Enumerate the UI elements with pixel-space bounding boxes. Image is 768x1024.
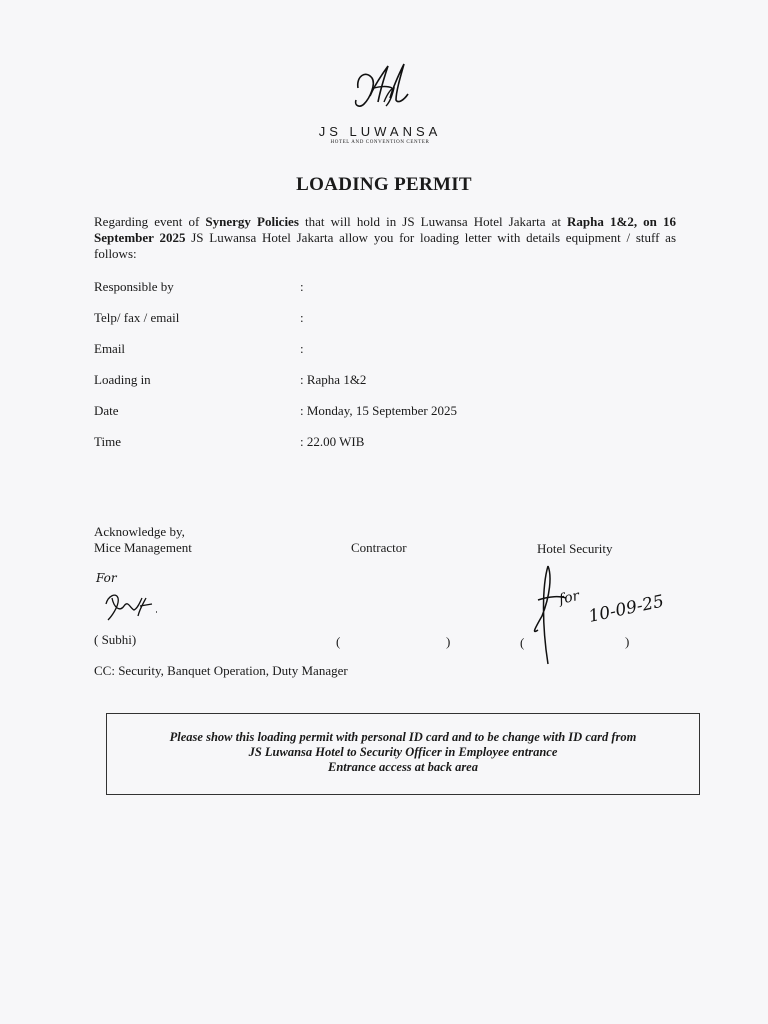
security-open-paren: ( bbox=[520, 635, 525, 650]
field-label: Loading in bbox=[94, 372, 151, 387]
cc-line: CC: Security, Banquet Operation, Duty Manager bbox=[94, 663, 348, 678]
hotel-security-label: Hotel Security bbox=[537, 541, 613, 556]
handwritten-for-2: for bbox=[557, 588, 581, 608]
mice-signature bbox=[94, 568, 174, 628]
security-signature bbox=[520, 556, 688, 668]
security-close-paren: ) bbox=[625, 634, 630, 649]
monogram-logo-icon bbox=[340, 58, 420, 120]
handwritten-date: 10-09-25 bbox=[586, 591, 666, 627]
contractor-open-paren: ( bbox=[336, 634, 341, 649]
field-value: : Rapha 1&2 bbox=[300, 372, 367, 387]
acknowledge-block bbox=[94, 524, 192, 556]
logo-subtitle: HOTEL AND CONVENTION CENTER bbox=[330, 140, 430, 145]
notice-line-1: Please show this loading permit with personal ID card and to be change with ID card from bbox=[169, 730, 637, 744]
document-title: LOADING PERMIT bbox=[296, 174, 472, 195]
acknowledge-label: Acknowledge by, bbox=[94, 524, 185, 539]
field-value: : 22.00 WIB bbox=[300, 434, 365, 449]
mice-signer-name: ( Subhi) bbox=[94, 632, 137, 647]
contractor-label: Contractor bbox=[351, 540, 407, 555]
field-label: Telp/ fax / email bbox=[94, 310, 180, 325]
intro-text-1: Regarding event of bbox=[94, 214, 206, 229]
contractor-close-paren: ) bbox=[446, 634, 451, 649]
logo-name: JS LUWANSA bbox=[318, 124, 442, 139]
handwritten-for-1: For bbox=[96, 571, 117, 585]
intro-text-3: JS Luwansa Hotel Jakarta allow you for loading letter with details equipment / stuff as follows: bbox=[94, 230, 676, 261]
field-label: Time bbox=[94, 434, 121, 449]
intro-paragraph bbox=[94, 214, 676, 262]
field-value: : Monday, 15 September 2025 bbox=[300, 403, 457, 418]
venue-date: Rapha 1&2, on 16 September 2025 bbox=[94, 214, 676, 245]
field-value: : bbox=[300, 310, 304, 325]
mice-management-label: Mice Management bbox=[94, 540, 192, 555]
field-label: Date bbox=[94, 403, 119, 418]
field-value: : bbox=[300, 279, 304, 294]
intro-text-2: that will hold in JS Luwansa Hotel Jakarta at bbox=[298, 214, 568, 229]
notice-line-3: Entrance access at back area bbox=[328, 760, 478, 774]
field-label: Responsible by bbox=[94, 279, 174, 294]
hotel-logo bbox=[300, 58, 460, 145]
notice-box bbox=[106, 713, 700, 795]
field-value: : bbox=[300, 341, 304, 356]
field-label: Email bbox=[94, 341, 126, 356]
event-name: Synergy Policies bbox=[205, 214, 299, 229]
notice-line-2: JS Luwansa Hotel to Security Officer in Employee entrance bbox=[248, 745, 558, 759]
